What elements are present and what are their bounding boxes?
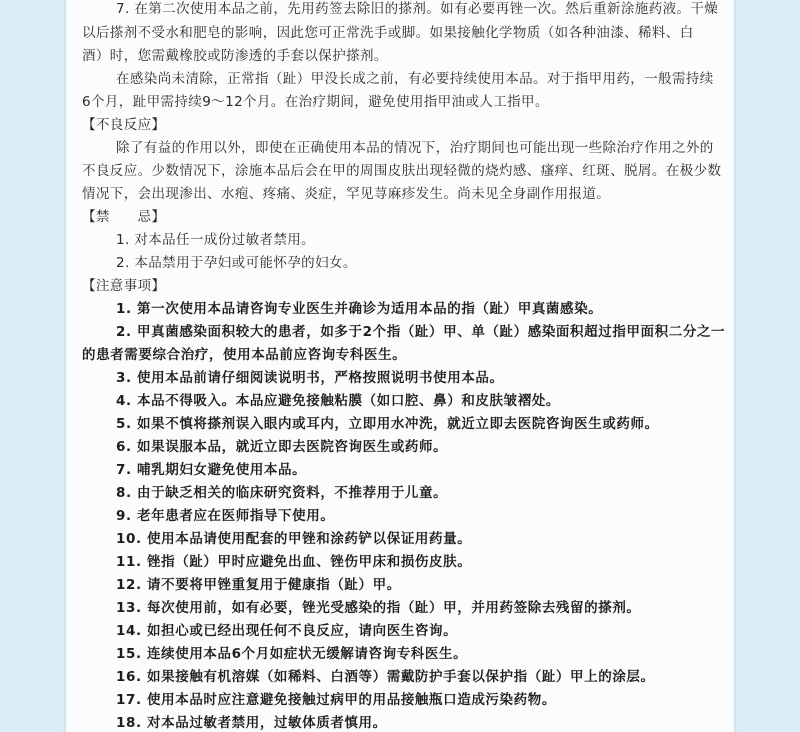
contraindications-heading: 【禁 忌】 [82,209,166,225]
precaution-item: 1. 第一次使用本品请咨询专业医生并确诊为适用本品的指（趾）甲真菌感染。 [116,301,603,317]
precaution-item: 4. 本品不得吸入。本品应避免接触粘膜（如口腔、鼻）和皮肤皱褶处。 [116,393,561,409]
precaution-item: 17. 使用本品时应注意避免接触过病甲的用品接触瓶口造成污染药物。 [116,692,556,708]
usage-line: 7. 在第二次使用本品之前，先用药签去除旧的搽剂。如有必要再锉一次。然后重新涂施药液。干燥 [116,1,719,17]
precaution-item: 8. 由于缺乏相关的临床研究资料，不推荐用于儿童。 [116,485,448,501]
contraindication-item: 1. 对本品任一成份过敏者禁用。 [116,232,316,248]
precaution-item: 的患者需要综合治疗，使用本品前应咨询专科医生。 [82,347,407,363]
precaution-item: 3. 使用本品前请仔细阅读说明书，严格按照说明书使用本品。 [116,370,504,386]
precaution-item: 7. 哺乳期妇女避免使用本品。 [116,462,307,478]
precaution-item: 16. 如果接触有机溶媒（如稀料、白酒等）需戴防护手套以保护指（趾）甲上的涂层。 [116,669,655,685]
precaution-item: 2. 甲真菌感染面积较大的患者，如多于2个指（趾）甲、单（趾）感染面积超过指甲面积二分之一 [116,324,726,340]
adverse-line: 除了有益的作用以外，即使在正确使用本品的情况下，治疗期间也可能出现一些除治疗作用之外的 [116,140,714,156]
precaution-item: 14. 如担心或已经出现任何不良反应，请向医生咨询。 [116,623,458,639]
precaution-item: 5. 如果不慎将搽剂误入眼内或耳内，立即用水冲洗，就近立即去医院咨询医生或药师。 [116,416,659,432]
precaution-item: 10. 使用本品请使用配套的甲锉和涂药铲以保证用药量。 [116,531,472,547]
precaution-item: 18. 对本品过敏者禁用，过敏体质者慎用。 [116,715,387,731]
precaution-item: 9. 老年患者应在医师指导下使用。 [116,508,335,524]
usage-line: 6个月，趾甲需持续9～12个月。在治疗期间，避免使用指甲油或人工指甲。 [82,94,549,110]
precaution-item: 6. 如果误服本品，就近立即去医院咨询医生或药师。 [116,439,448,455]
contraindication-item: 2. 本品禁用于孕妇或可能怀孕的妇女。 [116,255,357,271]
usage-line: 以后搽剂不受水和肥皂的影响，因此您可正常洗手或脚。如果接触化学物质（如各种油漆、稀料、白 [82,25,694,41]
precautions-heading: 【注意事项】 [82,278,166,294]
usage-line: 酒）时，您需戴橡胶或防渗透的手套以保护搽剂。 [82,48,388,64]
adverse-line: 不良反应。少数情况下，涂施本品后会在甲的周围皮肤出现轻微的烧灼感、瘙痒、红斑、脱屑。在极少数 [82,163,722,179]
precaution-item: 12. 请不要将甲锉重复用于健康指（趾）甲。 [116,577,401,593]
adverse-line: 情况下，会出现渗出、水疱、疼痛、炎症，罕见荨麻疹发生。尚未见全身副作用报道。 [82,186,611,202]
precaution-item: 11. 锉指（趾）甲时应避免出血、锉伤甲床和损伤皮肤。 [116,554,472,570]
instruction-text [82,0,726,732]
adverse-reactions-heading: 【不良反应】 [82,117,166,133]
precaution-item: 15. 连续使用本品6个月如症状无缓解请咨询专科医生。 [116,646,468,662]
usage-line: 在感染尚未清除，正常指（趾）甲没长成之前，有必要持续使用本品。对于指甲用药，一般需持续 [116,71,714,87]
precaution-item: 13. 每次使用前，如有必要，锉光受感染的指（趾）甲，并用药签除去残留的搽剂。 [116,600,641,616]
